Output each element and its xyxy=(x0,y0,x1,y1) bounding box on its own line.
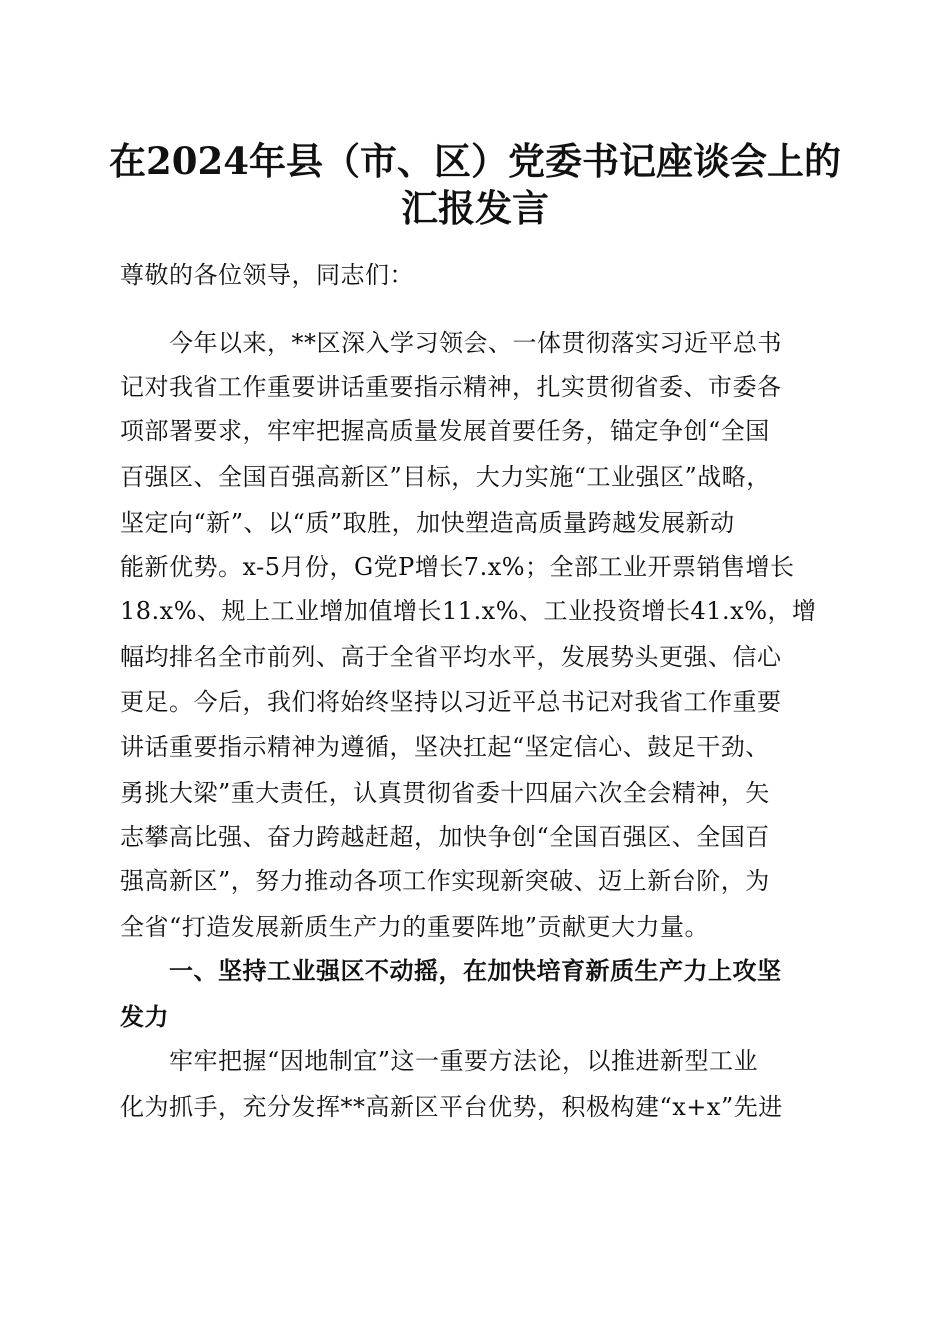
section-heading-line: 一、坚持工业强区不动摇，在加快培育新质生产力上攻坚 xyxy=(169,957,782,985)
paragraph-line: 百强区、全国百强高新区”目标，大力实施“工业强区”战略， xyxy=(120,463,771,491)
document-title-line-1: 在2024年县（市、区）党委书记座谈会上的 xyxy=(109,139,841,183)
paragraph-line: 牢牢把握“因地制宜”这一重要方法论，以推进新型工业 xyxy=(169,1047,759,1075)
paragraph-line: 坚定向“新”、以“质”取胜，加快塑造高质量跨越发展新动 xyxy=(120,509,735,537)
paragraph-line: 18.x%、规上工业增加值增长11.x%、工业投资增长41.x%，增 xyxy=(120,597,817,625)
paragraph-line: 记对我省工作重要讲话重要指示精神，扎实贯彻省委、市委各 xyxy=(120,373,782,401)
paragraph-line: 化为抓手，充分发挥**高新区平台优势，积极构建“x+x”先进 xyxy=(120,1093,783,1121)
paragraph-line: 讲话重要指示精神为遵循，坚决扛起“坚定信心、鼓足干劲、 xyxy=(120,733,770,761)
paragraph-line: 更足。今后，我们将始终坚持以习近平总书记对我省工作重要 xyxy=(120,688,782,716)
paragraph-line: 能新优势。x-5月份，G党P增长7.x%；全部工业开票销售增长 xyxy=(120,553,795,581)
paragraph-line: 志攀高比强、奋力跨越赶超，加快争创“全国百强区、全国百 xyxy=(120,823,770,851)
section-heading-line: 发力 xyxy=(120,1003,169,1031)
paragraph-line: 今年以来，**区深入学习领会、一体贯彻落实习近平总书 xyxy=(169,329,782,357)
paragraph-line: 幅均排名全市前列、高于全省平均水平，发展势头更强、信心 xyxy=(120,643,782,671)
paragraph-line: 勇挑大梁”重大责任，认真贯彻省委十四届六次全会精神，矢 xyxy=(120,779,770,807)
paragraph-line: 全省“打造发展新质生产力的重要阵地”贡献更大力量。 xyxy=(120,913,710,941)
paragraph-line: 强高新区”，努力推动各项工作实现新突破、迈上新台阶，为 xyxy=(120,867,770,895)
paragraph-line: 项部署要求，牢牢把握高质量发展首要任务，锚定争创“全国 xyxy=(120,417,770,445)
document-title-line-2: 汇报发言 xyxy=(401,186,549,230)
salutation: 尊敬的各位领导，同志们： xyxy=(120,261,414,289)
